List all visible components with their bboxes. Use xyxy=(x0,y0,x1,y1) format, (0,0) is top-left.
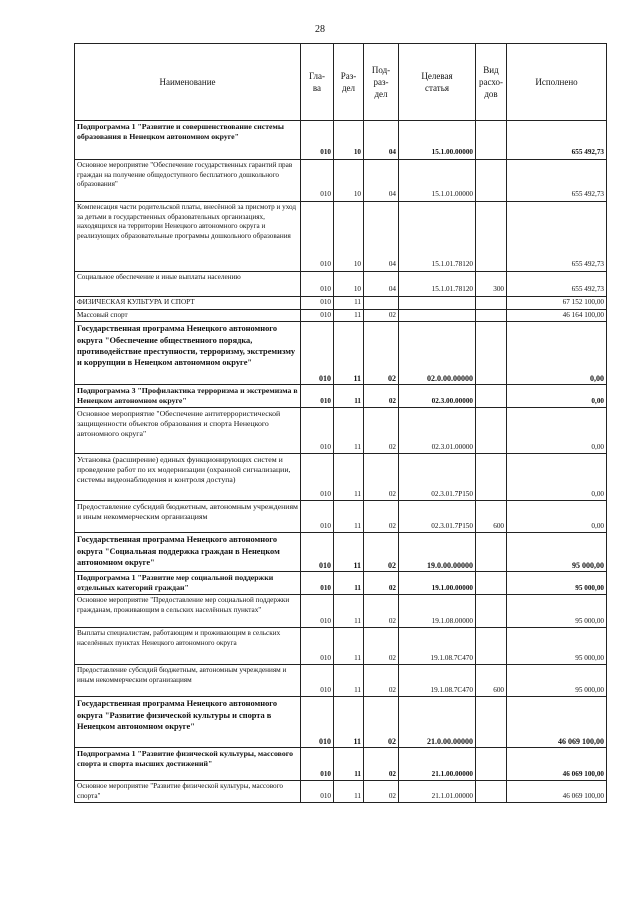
row-target: 02.3.01.7Р150 xyxy=(399,501,476,533)
row-razdel: 11 xyxy=(334,385,364,408)
row-name: Предоставление субсидий бюджетным, автономным учреждениям и иным некоммерческим организациям xyxy=(75,501,301,533)
row-podrazdel: 02 xyxy=(364,385,399,408)
header-razdel: Раз- дел xyxy=(334,44,364,121)
row-amount: 0,00 xyxy=(507,408,607,454)
row-glava: 010 xyxy=(301,297,334,310)
row-podrazdel: 04 xyxy=(364,272,399,297)
row-razdel: 11 xyxy=(334,297,364,310)
header-executed: Исполнено xyxy=(507,44,607,121)
row-amount: 0,00 xyxy=(507,322,607,385)
row-name: Массовый спорт xyxy=(75,309,301,322)
row-amount: 46 069 100,00 xyxy=(507,748,607,781)
row-name: Социальное обеспечение и иные выплаты населению xyxy=(75,272,301,297)
row-glava: 010 xyxy=(301,202,334,272)
row-vid xyxy=(476,202,507,272)
row-amount: 67 152 100,00 xyxy=(507,297,607,310)
row-target: 19.1.08.00000 xyxy=(399,595,476,628)
row-target: 21.0.00.00000 xyxy=(399,697,476,748)
row-name: Основное мероприятие "Предоставление мер социальной поддержки гражданам, проживающим в сельских населённых пунктах" xyxy=(75,595,301,628)
row-glava: 010 xyxy=(301,697,334,748)
table-row xyxy=(75,665,607,697)
row-podrazdel: 02 xyxy=(364,665,399,697)
row-vid xyxy=(476,697,507,748)
row-amount: 655 492,73 xyxy=(507,160,607,202)
row-name: Подпрограмма 1 "Развитие мер социальной поддержки отдельных категорий граждан" xyxy=(75,572,301,595)
row-vid: 300 xyxy=(476,272,507,297)
row-amount: 95 000,00 xyxy=(507,572,607,595)
row-name: Основное мероприятие "Обеспечение государственных гарантий прав граждан на получение общедоступного бесплатного дошкольного образования" xyxy=(75,160,301,202)
table-row xyxy=(75,748,607,781)
row-glava: 010 xyxy=(301,595,334,628)
row-glava: 010 xyxy=(301,408,334,454)
row-podrazdel xyxy=(364,297,399,310)
row-podrazdel: 02 xyxy=(364,628,399,665)
budget-table xyxy=(74,43,607,803)
table-row xyxy=(75,297,607,310)
row-glava: 010 xyxy=(301,501,334,533)
row-amount: 95 000,00 xyxy=(507,533,607,572)
table-row xyxy=(75,385,607,408)
row-amount: 655 492,73 xyxy=(507,202,607,272)
row-glava: 010 xyxy=(301,748,334,781)
row-target xyxy=(399,297,476,310)
row-amount: 655 492,73 xyxy=(507,272,607,297)
row-podrazdel: 02 xyxy=(364,309,399,322)
row-target: 15.1.01.78120 xyxy=(399,202,476,272)
row-name: Установка (расширение) единых функционирующих систем и проведение работ по их модернизации (охранной сигнализации, системы видеонаблюдения и контроля доступа) xyxy=(75,454,301,501)
row-vid xyxy=(476,408,507,454)
row-target: 21.1.01.00000 xyxy=(399,781,476,803)
row-amount: 0,00 xyxy=(507,385,607,408)
row-amount: 95 000,00 xyxy=(507,595,607,628)
row-razdel: 11 xyxy=(334,697,364,748)
row-target: 19.0.00.00000 xyxy=(399,533,476,572)
row-name: Основное мероприятие "Развитие физической культуры, массового спорта" xyxy=(75,781,301,803)
row-target: 02.3.00.00000 xyxy=(399,385,476,408)
row-name: Государственная программа Ненецкого автономного округа "Развитие физической культуры и спорта в Ненецком автономном округе" xyxy=(75,697,301,748)
row-razdel: 10 xyxy=(334,272,364,297)
row-vid xyxy=(476,309,507,322)
row-amount: 0,00 xyxy=(507,454,607,501)
row-razdel: 11 xyxy=(334,628,364,665)
row-razdel: 11 xyxy=(334,781,364,803)
row-vid xyxy=(476,572,507,595)
row-vid xyxy=(476,454,507,501)
row-podrazdel: 04 xyxy=(364,202,399,272)
table-row xyxy=(75,202,607,272)
row-razdel: 11 xyxy=(334,533,364,572)
row-name: Государственная программа Ненецкого автономного округа "Социальная поддержка граждан в Ненецком автономном округе" xyxy=(75,533,301,572)
row-podrazdel: 02 xyxy=(364,595,399,628)
row-glava: 010 xyxy=(301,160,334,202)
header-vid: Вид расхо- дов xyxy=(476,44,507,121)
row-vid xyxy=(476,121,507,160)
row-glava: 010 xyxy=(301,628,334,665)
row-glava: 010 xyxy=(301,781,334,803)
row-glava: 010 xyxy=(301,385,334,408)
table-row xyxy=(75,628,607,665)
row-glava: 010 xyxy=(301,454,334,501)
row-glava: 010 xyxy=(301,572,334,595)
row-podrazdel: 02 xyxy=(364,408,399,454)
page-number: 28 xyxy=(315,24,325,35)
table-row xyxy=(75,454,607,501)
row-vid xyxy=(476,533,507,572)
row-amount: 46 069 100,00 xyxy=(507,781,607,803)
row-podrazdel: 02 xyxy=(364,322,399,385)
row-podrazdel: 04 xyxy=(364,160,399,202)
table-row xyxy=(75,595,607,628)
table-row xyxy=(75,781,607,803)
row-razdel: 10 xyxy=(334,202,364,272)
row-target: 02.3.01.7Р150 xyxy=(399,454,476,501)
row-razdel: 11 xyxy=(334,408,364,454)
row-razdel: 10 xyxy=(334,160,364,202)
row-vid xyxy=(476,160,507,202)
row-target: 19.1.00.00000 xyxy=(399,572,476,595)
row-glava: 010 xyxy=(301,121,334,160)
row-target: 02.0.00.00000 xyxy=(399,322,476,385)
header-glava: Гла- ва xyxy=(301,44,334,121)
row-amount: 655 492,73 xyxy=(507,121,607,160)
row-glava: 010 xyxy=(301,533,334,572)
row-name: ФИЗИЧЕСКАЯ КУЛЬТУРА И СПОРТ xyxy=(75,297,301,310)
row-target xyxy=(399,309,476,322)
row-amount: 95 000,00 xyxy=(507,628,607,665)
row-vid xyxy=(476,385,507,408)
row-podrazdel: 04 xyxy=(364,121,399,160)
row-vid xyxy=(476,595,507,628)
row-name: Подпрограмма 1 "Развитие и совершенствование системы образования в Ненецком автономном округе" xyxy=(75,121,301,160)
row-target: 15.1.01.00000 xyxy=(399,160,476,202)
table-header-row xyxy=(75,44,607,121)
table-row xyxy=(75,533,607,572)
table-row xyxy=(75,322,607,385)
row-razdel: 11 xyxy=(334,322,364,385)
table-row xyxy=(75,697,607,748)
row-target: 15.1.01.78120 xyxy=(399,272,476,297)
header-name: Наименование xyxy=(75,44,301,121)
table-row xyxy=(75,121,607,160)
row-target: 15.1.00.00000 xyxy=(399,121,476,160)
row-vid xyxy=(476,781,507,803)
row-target: 21.1.00.00000 xyxy=(399,748,476,781)
row-target: 19.1.08.7С470 xyxy=(399,665,476,697)
row-name: Выплаты специалистам, работающим и проживающим в сельских населённых пунктах Ненецкого автономного округа xyxy=(75,628,301,665)
row-name: Компенсация части родительской платы, внесённой за присмотр и уход за детьми в государственных образовательных организациях, находящихся на территории Ненецкого автономного округа и реализующих образовательные программы дошкольного образования xyxy=(75,202,301,272)
row-podrazdel: 02 xyxy=(364,748,399,781)
header-target: Целевая статья xyxy=(399,44,476,121)
row-razdel: 11 xyxy=(334,665,364,697)
row-glava: 010 xyxy=(301,665,334,697)
row-amount: 95 000,00 xyxy=(507,665,607,697)
row-glava: 010 xyxy=(301,272,334,297)
row-amount: 46 069 100,00 xyxy=(507,697,607,748)
table-row xyxy=(75,309,607,322)
row-name: Государственная программа Ненецкого автономного округа "Обеспечение общественного порядка, противодействие преступности, терроризму, экстремизму и коррупции в Ненецком автономном округе" xyxy=(75,322,301,385)
row-vid xyxy=(476,748,507,781)
row-vid: 600 xyxy=(476,665,507,697)
row-razdel: 11 xyxy=(334,748,364,781)
row-podrazdel: 02 xyxy=(364,454,399,501)
table-row xyxy=(75,408,607,454)
row-podrazdel: 02 xyxy=(364,572,399,595)
row-razdel: 11 xyxy=(334,454,364,501)
row-vid xyxy=(476,322,507,385)
table-row xyxy=(75,272,607,297)
table-row xyxy=(75,501,607,533)
row-razdel: 11 xyxy=(334,309,364,322)
row-name: Подпрограмма 1 "Развитие физической культуры, массового спорта и спорта высших достижений" xyxy=(75,748,301,781)
row-vid xyxy=(476,628,507,665)
row-razdel: 11 xyxy=(334,501,364,533)
row-podrazdel: 02 xyxy=(364,501,399,533)
row-glava: 010 xyxy=(301,322,334,385)
row-amount: 0,00 xyxy=(507,501,607,533)
row-glava: 010 xyxy=(301,309,334,322)
row-razdel: 10 xyxy=(334,121,364,160)
row-target: 02.3.01.00000 xyxy=(399,408,476,454)
row-name: Основное мероприятие "Обеспечение антитеррористической защищенности объектов образования и спорта Ненецкого автономного округа" xyxy=(75,408,301,454)
row-podrazdel: 02 xyxy=(364,533,399,572)
row-vid xyxy=(476,297,507,310)
row-razdel: 11 xyxy=(334,595,364,628)
table-row xyxy=(75,572,607,595)
row-podrazdel: 02 xyxy=(364,781,399,803)
header-podrazdel: Под- раз- дел xyxy=(364,44,399,121)
row-podrazdel: 02 xyxy=(364,697,399,748)
row-vid: 600 xyxy=(476,501,507,533)
table-row xyxy=(75,160,607,202)
row-amount: 46 164 100,00 xyxy=(507,309,607,322)
row-name: Предоставление субсидий бюджетным, автономным учреждениям и иным некоммерческим организациям xyxy=(75,665,301,697)
row-name: Подпрограмма 3 "Профилактика терроризма и экстремизма в Ненецком автономном округе" xyxy=(75,385,301,408)
row-razdel: 11 xyxy=(334,572,364,595)
row-target: 19.1.08.7С470 xyxy=(399,628,476,665)
